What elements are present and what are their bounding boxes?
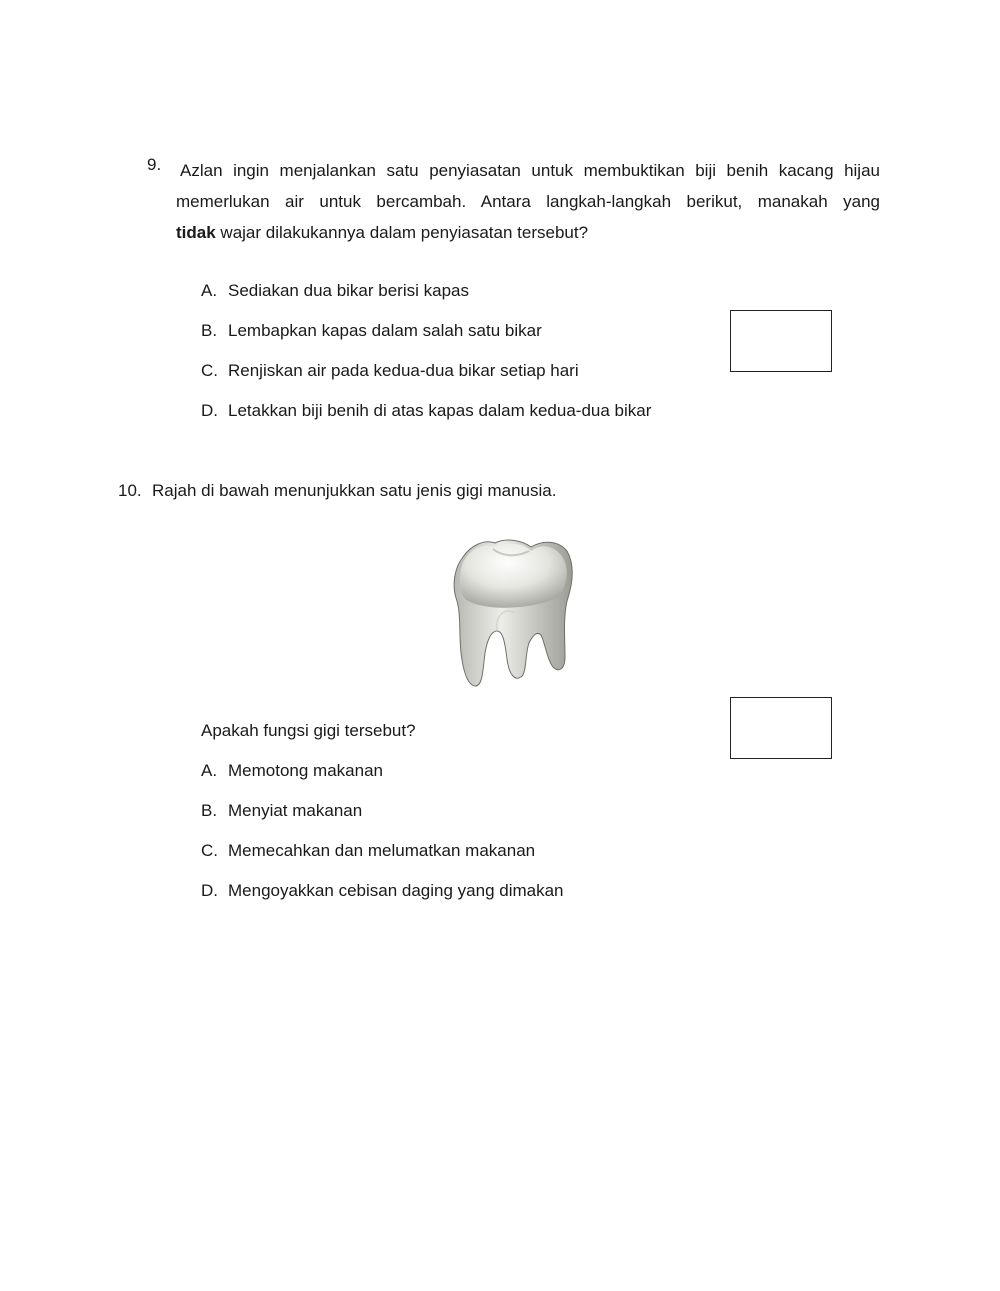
q10-option-a-text: Memotong makanan	[228, 761, 383, 780]
q10-option-d-text: Mengoyakkan cebisan daging yang dimakan	[228, 881, 564, 900]
q10-option-c[interactable]	[201, 841, 535, 861]
q9-option-a-letter: A.	[201, 281, 218, 300]
q9-option-b-letter: B.	[201, 321, 218, 340]
question-9-text	[176, 155, 880, 248]
question-9-emphasis: tidak	[176, 223, 216, 242]
q9-option-d-text: Letakkan biji benih di atas kapas dalam kedua-dua bikar	[228, 401, 652, 420]
q10-option-a-letter: A.	[201, 761, 218, 780]
q9-option-b[interactable]	[201, 321, 542, 341]
question-10-text: Rajah di bawah menunjukkan satu jenis gigi manusia.	[152, 481, 557, 500]
question-10-number: 10.	[118, 481, 142, 500]
q9-option-c[interactable]	[201, 361, 579, 381]
q10-option-c-letter: C.	[201, 841, 218, 860]
q10-option-b-text: Menyiat makanan	[228, 801, 363, 820]
molar-tooth-icon	[445, 535, 575, 690]
q9-option-c-text: Renjiskan air pada kedua-dua bikar setiap hari	[228, 361, 579, 380]
question-9-line-3	[176, 217, 880, 248]
question-9-line-3-rest: wajar dilakukannya dalam penyiasatan tersebut?	[215, 223, 589, 242]
q9-option-c-letter: C.	[201, 361, 218, 380]
q10-option-d-letter: D.	[201, 881, 218, 900]
question-10-prompt: Apakah fungsi gigi tersebut?	[201, 721, 416, 740]
question-9-line-1: Azlan ingin menjalankan satu penyiasatan untuk membuktikan biji benih kacang hijau	[180, 161, 880, 180]
q9-option-a-text: Sediakan dua bikar berisi kapas	[228, 281, 469, 300]
q9-option-d-letter: D.	[201, 401, 218, 420]
q10-option-a[interactable]	[201, 761, 383, 781]
q10-option-d[interactable]	[201, 881, 564, 901]
q10-option-b[interactable]	[201, 801, 362, 821]
q10-option-b-letter: B.	[201, 801, 218, 820]
q9-option-d[interactable]	[201, 401, 651, 421]
q9-option-b-text: Lembapkan kapas dalam salah satu bikar	[228, 321, 542, 340]
q10-option-c-text: Memecahkan dan melumatkan makanan	[228, 841, 536, 860]
question-9-number: 9.	[147, 155, 162, 174]
q10-answer-box[interactable]	[730, 697, 832, 759]
q9-answer-box[interactable]	[730, 310, 832, 372]
q9-option-a[interactable]	[201, 281, 469, 301]
question-9-line-2: memerlukan air untuk bercambah. Antara langkah-langkah berikut, manakah yang	[176, 192, 880, 211]
